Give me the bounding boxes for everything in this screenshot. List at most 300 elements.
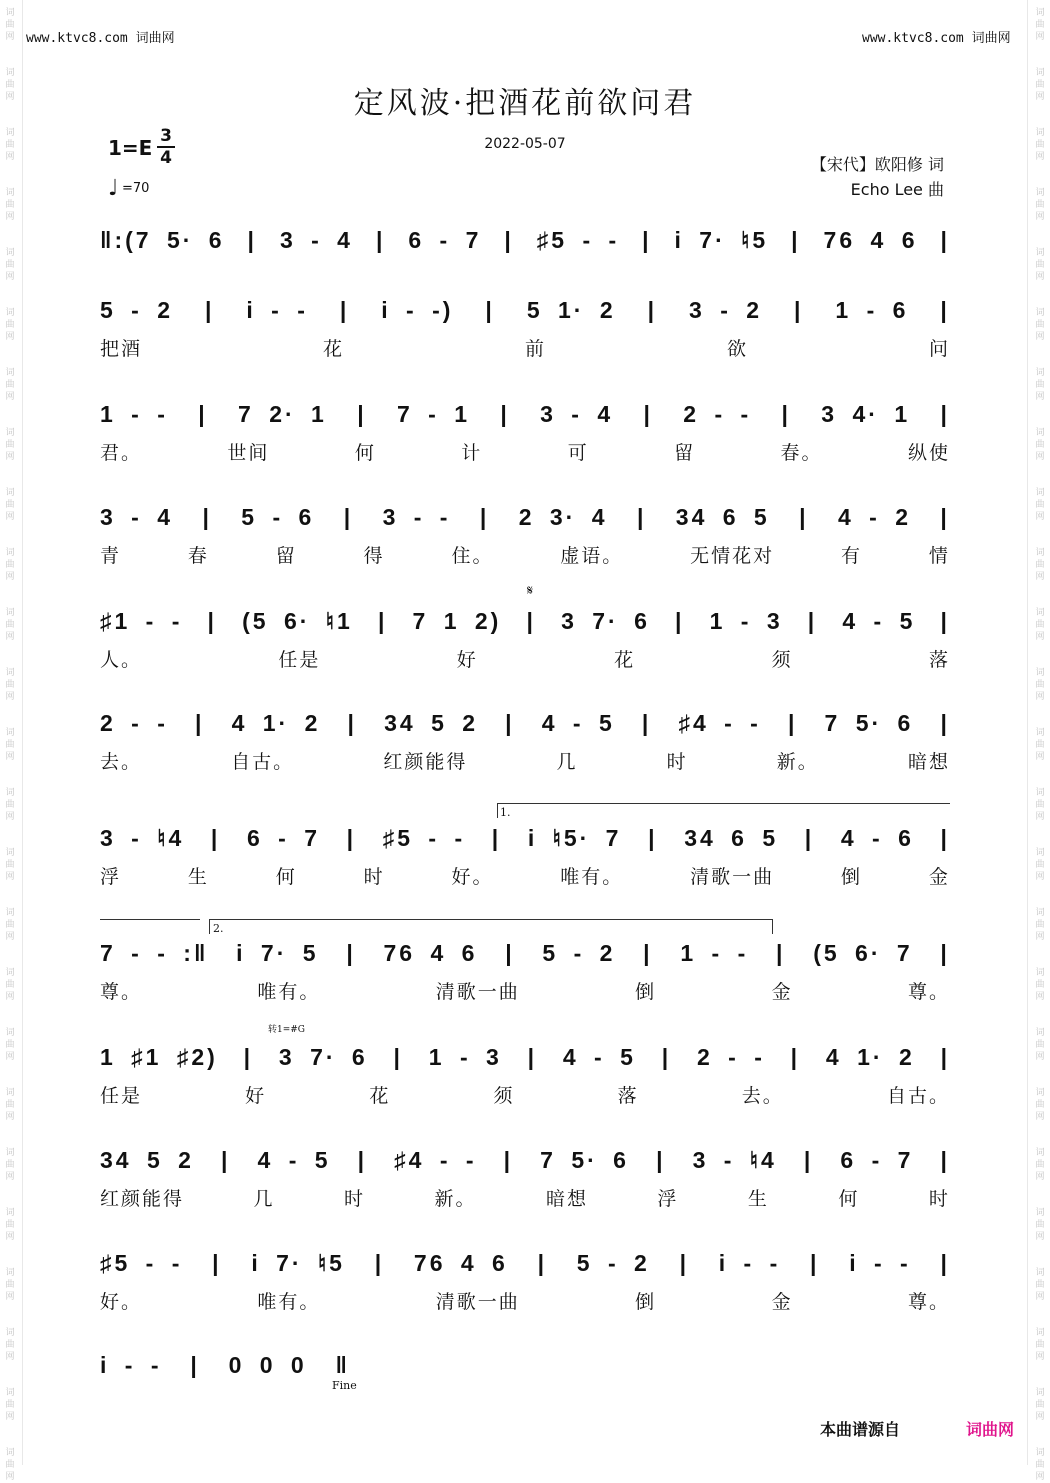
barline: | [790,1043,801,1070]
barline: | [198,400,208,427]
barline: | [675,607,685,634]
watermark-glyph: 网 [5,452,15,462]
barline: | [803,1146,814,1173]
watermark-glyph: 曲 [1035,1040,1045,1050]
watermark-glyph: 词 [1035,668,1045,678]
watermark-glyph: 网 [5,1232,15,1242]
watermark-glyph: 曲 [1035,980,1045,990]
fine-marking: Fine [332,1379,357,1392]
watermark-glyph: 词 [1035,368,1045,378]
measure: i - - [246,296,308,323]
watermark-glyph: 曲 [5,1340,15,1350]
lyric-syllable: 暗想 [545,1187,588,1210]
source-label: 本曲谱源自 [820,1420,901,1439]
watermark-glyph: 曲 [5,440,15,450]
watermark-glyph: 曲 [5,980,15,990]
lyric-syllable: 红颜能得 [383,750,468,773]
watermark-glyph: 词 [1035,788,1045,798]
barline: | [643,400,653,427]
lyric-syllable: 花 [369,1084,391,1107]
lyric-syllable: 落 [928,648,950,671]
watermark-glyph: 词 [5,8,15,18]
barline: | [347,709,357,736]
barline: | [940,939,950,966]
measure: 3 - ♮4 [692,1146,777,1173]
site-url-left[interactable]: www.ktvc8.com 词曲网 [26,31,175,46]
barline: | [940,824,950,851]
lyric-syllable: 时 [928,1187,950,1210]
lyric-syllable: 唯有。 [257,980,321,1003]
quarter-note-icon: ♩ [108,176,119,201]
notation-row [100,493,950,537]
watermark-glyph: 网 [5,1412,15,1422]
source-site-link[interactable]: 词曲网 [966,1420,1015,1439]
barline: | [527,1043,538,1070]
barline: | [799,503,809,530]
barline: | [804,824,815,851]
watermark-glyph: 词 [1035,1268,1045,1278]
watermark-glyph: 曲 [5,500,15,510]
watermark-glyph: 词 [5,608,15,618]
barline: | [641,709,652,736]
lyric-syllable: 世间 [227,441,270,464]
barline: | [940,226,950,253]
lyric-syllable: 金 [928,865,950,888]
notation-row [100,216,950,260]
watermark-glyph: 网 [5,752,15,762]
barline: | [393,1043,403,1070]
barline: | [643,939,653,966]
watermark-glyph: 曲 [5,740,15,750]
watermark-glyph: 网 [1035,1472,1045,1482]
volta-2-bracket [209,919,773,934]
watermark-glyph: 曲 [1035,140,1045,150]
barline: | [648,824,658,851]
measure: 3 7· 6 [278,1043,368,1070]
lyrics-row [100,975,950,1005]
watermark-glyph: 词 [5,368,15,378]
lyric-syllable: 得 [363,544,385,567]
score-date: 2022-05-07 [484,136,566,152]
lyric-syllable: 留 [674,441,696,464]
lyric-syllable: 金 [771,1290,793,1313]
watermark-glyph: 曲 [1035,1460,1045,1470]
lyric-syllable: 欲 [726,337,748,360]
barline: | [647,296,658,323]
lyric-syllable: 好。 [451,865,494,888]
lyric-syllable: 尊。 [907,980,950,1003]
volta-2-label: 2. [213,922,224,935]
barline: | [221,1146,231,1173]
lyric-syllable: 计 [461,441,483,464]
watermark-glyph: 词 [5,188,15,198]
watermark-glyph: 网 [5,632,15,642]
watermark-glyph: 曲 [5,860,15,870]
composer-credit: Echo Lee 曲 [850,180,944,199]
watermark-glyph: 词 [1035,1028,1045,1038]
watermark-glyph: 网 [5,332,15,342]
watermark-glyph: 网 [1035,272,1045,282]
barline: | [202,503,212,530]
watermark-glyph: 词 [5,1088,15,1098]
watermark-glyph: 曲 [1035,80,1045,90]
measure: 34 6 5 [684,824,779,851]
lyric-syllable: 倒 [841,865,863,888]
lyric-syllable: 春 [187,544,209,567]
lyric-syllable: 红颜能得 [100,1187,185,1210]
barline: | [940,1043,950,1070]
barline: | [791,226,801,253]
watermark-glyph: 词 [1035,548,1045,558]
watermark-glyph: 词 [1035,428,1045,438]
lyric-syllable: 倒 [635,1290,657,1313]
barline: | [679,1249,690,1276]
lyric-syllable: 时 [363,865,385,888]
watermark-glyph: 曲 [1035,260,1045,270]
watermark-glyph: 词 [1035,68,1045,78]
lyric-syllable: 新。 [434,1187,477,1210]
watermark-glyph: 词 [5,1028,15,1038]
watermark-glyph: 曲 [1035,500,1045,510]
lyric-syllable: 生 [747,1187,769,1210]
lyric-syllable: 落 [617,1084,639,1107]
watermark-glyph: 曲 [1035,1280,1045,1290]
notation-row [100,1136,950,1180]
barline: | [661,1043,672,1070]
lyric-syllable: 去。 [100,750,143,773]
measure: ♯5 - - [536,226,620,253]
measure: 4 1· 2 [231,709,321,736]
time-signature-bottom: 4 [160,148,172,168]
measure: 4 - 5 [541,709,615,736]
watermark-glyph: 网 [1035,332,1045,342]
watermark-glyph: 网 [5,692,15,702]
lyric-syllable: 自古。 [886,1084,950,1107]
barline: | [357,1146,368,1173]
barline: | [491,824,502,851]
barline: | [500,400,510,427]
watermark-glyph: 网 [5,512,15,522]
measure: 3 - 4 [100,503,174,530]
measure: 6 - 7 [840,1146,914,1173]
measure: 3 - ♮4 [100,824,185,851]
watermark-glyph: 网 [1035,932,1045,942]
measure: 4 - 6 [840,824,914,851]
measure: 3 - - [382,503,451,530]
watermark-glyph: 网 [5,1052,15,1062]
lyric-syllable: 何 [275,865,297,888]
lyric-syllable: 人。 [100,648,143,671]
barline: | [207,607,217,634]
notation-row [100,814,950,858]
watermark-glyph: 曲 [5,1460,15,1470]
lyric-syllable: 暗想 [907,750,950,773]
measure: 1 - - [680,939,749,966]
watermark-glyph: 曲 [5,560,15,570]
watermark-glyph: 词 [1035,908,1045,918]
watermark-glyph: 曲 [1035,320,1045,330]
watermark-glyph: 曲 [5,140,15,150]
lyric-syllable: 花 [322,337,344,360]
measure: 2 - - [100,709,168,736]
watermark-glyph: 词 [1035,488,1045,498]
notation-row [100,1341,350,1385]
barline: | [377,607,388,634]
measure: ♯4 - - [394,1146,477,1173]
watermark-glyph: 曲 [1035,620,1045,630]
watermark-glyph: 网 [1035,572,1045,582]
lyrics-row [100,860,950,890]
tempo-marking: =70 [122,181,150,196]
barline: | [339,296,350,323]
measure: 3 7· 6 [561,607,650,634]
watermark-glyph: 网 [1035,512,1045,522]
barline: ‖ [335,1351,350,1378]
watermark-glyph: 曲 [1035,800,1045,810]
lyric-syllable: 好 [456,648,478,671]
lyrics-row [100,1182,950,1212]
measure: 7 - 1 [396,400,470,427]
measure: 7 1 2) [412,607,502,634]
watermark-glyph: 网 [5,92,15,102]
lyric-syllable: 清歌一曲 [435,1290,520,1313]
measure: 4 - 2 [837,503,912,530]
barline: | [210,824,221,851]
watermark-glyph: 网 [5,32,15,42]
watermark-glyph: 网 [1035,812,1045,822]
barline: | [374,1249,385,1276]
notation-row [100,1239,950,1283]
watermark-glyph: 网 [1035,1232,1045,1242]
measure: 3 - 4 [540,400,614,427]
watermark-glyph: 曲 [1035,680,1045,690]
lyric-syllable: 把酒 [100,337,143,360]
barline: | [247,226,257,253]
watermark-glyph: 曲 [1035,1100,1045,1110]
measure: 4 - 5 [842,607,916,634]
measure: i - - [100,1351,162,1378]
watermark-glyph: 词 [5,428,15,438]
watermark-glyph: 曲 [1035,1220,1045,1230]
watermark-glyph: 词 [1035,968,1045,978]
watermark-glyph: 网 [5,1172,15,1182]
barline: | [205,296,215,323]
site-url-right[interactable]: www.ktvc8.com 词曲网 [862,31,1011,46]
watermark-glyph: 曲 [1035,1400,1045,1410]
watermark-glyph: 词 [1035,1088,1045,1098]
volta-continuation [100,919,200,934]
watermark-glyph: 网 [1035,1292,1045,1302]
measure: 5 - 2 [576,1249,650,1276]
measure: 5 - 6 [241,503,315,530]
measure: 6 - 7 [408,226,482,253]
watermark-glyph: 词 [1035,1388,1045,1398]
watermark-glyph: 词 [1035,728,1045,738]
lyric-syllable: 好 [245,1084,267,1107]
measure: i 7· ♮5 [674,226,769,253]
watermark-glyph: 曲 [5,1400,15,1410]
measure: 4 - 5 [562,1043,636,1070]
barline: | [787,709,798,736]
barline: | [810,1249,820,1276]
measure: 76 4 6 [823,226,918,253]
barline: | [940,503,950,530]
lyric-syllable: 君。 [100,441,143,464]
lyric-syllable: 前 [524,337,546,360]
barline: | [781,400,791,427]
lyric-syllable: 问 [928,337,950,360]
watermark-glyph: 曲 [5,20,15,30]
barline: | [940,1249,950,1276]
measure: 6 - 7 [246,824,320,851]
barline: | [940,296,950,323]
barline: | [485,296,495,323]
barline: | [636,503,647,530]
watermark-glyph: 词 [5,308,15,318]
modulation-marking: 转1=#G [268,1025,305,1035]
watermark-glyph: 曲 [5,1280,15,1290]
lyric-syllable: 时 [666,750,688,773]
barline: | [807,607,818,634]
lyric-syllable: 须 [493,1084,515,1107]
watermark-glyph: 网 [5,152,15,162]
watermark-glyph: 词 [1035,608,1045,618]
watermark-glyph: 网 [5,1352,15,1362]
watermark-glyph: 词 [1035,1328,1045,1338]
watermark-glyph: 词 [5,1208,15,1218]
watermark-glyph: 曲 [5,920,15,930]
watermark-glyph: 词 [5,1328,15,1338]
measure: i ♮5· 7 [527,824,622,851]
barline: | [343,503,354,530]
measure: (5 6· 7 [813,939,913,966]
measure: 34 5 2 [100,1146,194,1173]
volta-1-bracket [497,803,950,818]
barline: | [940,709,950,736]
watermark-glyph: 网 [5,392,15,402]
lyric-syllable: 尊。 [100,980,143,1003]
lyric-syllable: 须 [771,648,793,671]
watermark-glyph: 网 [5,992,15,1002]
measure: 1 ♯1 ♯2) [100,1043,218,1070]
measure: (5 6· ♮1 [242,607,353,634]
lyric-syllable: 纵使 [907,441,950,464]
barline: | [504,226,514,253]
watermark-glyph: 词 [1035,248,1045,258]
measure: 3 - 4 [279,226,353,253]
lyric-syllable: 浮 [657,1187,679,1210]
measure: 4 1· 2 [825,1043,915,1070]
lyric-syllable: 何 [838,1187,860,1210]
watermark-glyph: 词 [5,128,15,138]
watermark-glyph: 曲 [1035,20,1045,30]
watermark-glyph: 曲 [5,1220,15,1230]
lyric-syllable: 自古。 [231,750,295,773]
watermark-glyph: 词 [5,488,15,498]
watermark-glyph: 网 [1035,692,1045,702]
measure: ♯4 - - [678,709,761,736]
notation-row [100,390,950,434]
watermark-glyph: 网 [1035,32,1045,42]
watermark-glyph: 网 [1035,632,1045,642]
watermark-glyph: 曲 [5,1160,15,1170]
lyric-syllable: 清歌一曲 [435,980,520,1003]
song-title: 定风波·把酒花前欲问君 [353,86,697,121]
lyric-syllable: 浮 [100,865,122,888]
watermark-glyph: 词 [1035,188,1045,198]
lyrics-row [100,745,950,775]
lyric-syllable: 时 [343,1187,365,1210]
measure: 5 - 2 [100,296,174,323]
notation-row [100,1033,950,1077]
measure: i - -) [381,296,454,323]
watermark-glyph: 曲 [5,320,15,330]
watermark-glyph: 曲 [1035,200,1045,210]
lyric-syllable: 留 [275,544,297,567]
measure: 1 - 3 [428,1043,502,1070]
barline: | [375,226,386,253]
lyrics-row [100,539,950,569]
watermark-glyph: 曲 [1035,380,1045,390]
lyric-syllable: 有 [841,544,863,567]
watermark-glyph: 词 [5,1148,15,1158]
measure: 3 4· 1 [821,400,911,427]
measure: 34 6 5 [675,503,770,530]
measure: 7 - - :‖ [100,939,209,966]
watermark-glyph: 曲 [1035,440,1045,450]
watermark-glyph: 曲 [5,1100,15,1110]
watermark-glyph: 词 [1035,1448,1045,1458]
lyric-syllable: 无情花对 [690,544,775,567]
measure: 3 - 2 [689,296,763,323]
measure: 1 - 6 [835,296,909,323]
time-signature-top: 3 [160,126,172,146]
barline: | [505,939,515,966]
barline: | [940,400,950,427]
measure: ♯1 - - [100,607,183,634]
watermark-glyph: 词 [5,248,15,258]
watermark-glyph: 网 [1035,152,1045,162]
watermark-glyph: 词 [5,1448,15,1458]
watermark-glyph: 网 [5,1472,15,1482]
watermark-glyph: 词 [5,908,15,918]
barline: | [195,709,205,736]
barline: | [776,939,786,966]
right-watermark-strip [1027,0,1050,1482]
lyric-syllable: 住。 [451,544,494,567]
watermark-glyph: 网 [1035,452,1045,462]
measure: 2 - - [683,400,752,427]
lyric-syllable: 金 [771,980,793,1003]
watermark-glyph: 网 [1035,992,1045,1002]
watermark-glyph: 词 [1035,8,1045,18]
watermark-glyph: 词 [5,548,15,558]
watermark-glyph: 词 [5,968,15,978]
lyrics-row [100,1285,950,1315]
measure: 7 5· 6 [824,709,914,736]
watermark-glyph: 曲 [5,260,15,270]
measure: i - - [849,1249,911,1276]
barline: | [656,1146,666,1173]
watermark-glyph: 曲 [1035,560,1045,570]
measure: ♯5 - - [382,824,466,851]
lyric-syllable: 新。 [776,750,819,773]
watermark-glyph: 词 [1035,1208,1045,1218]
measure: i 7· 5 [236,939,319,966]
measure: 1 - - [100,400,168,427]
watermark-glyph: 网 [1035,1412,1045,1422]
watermark-glyph: 词 [5,848,15,858]
